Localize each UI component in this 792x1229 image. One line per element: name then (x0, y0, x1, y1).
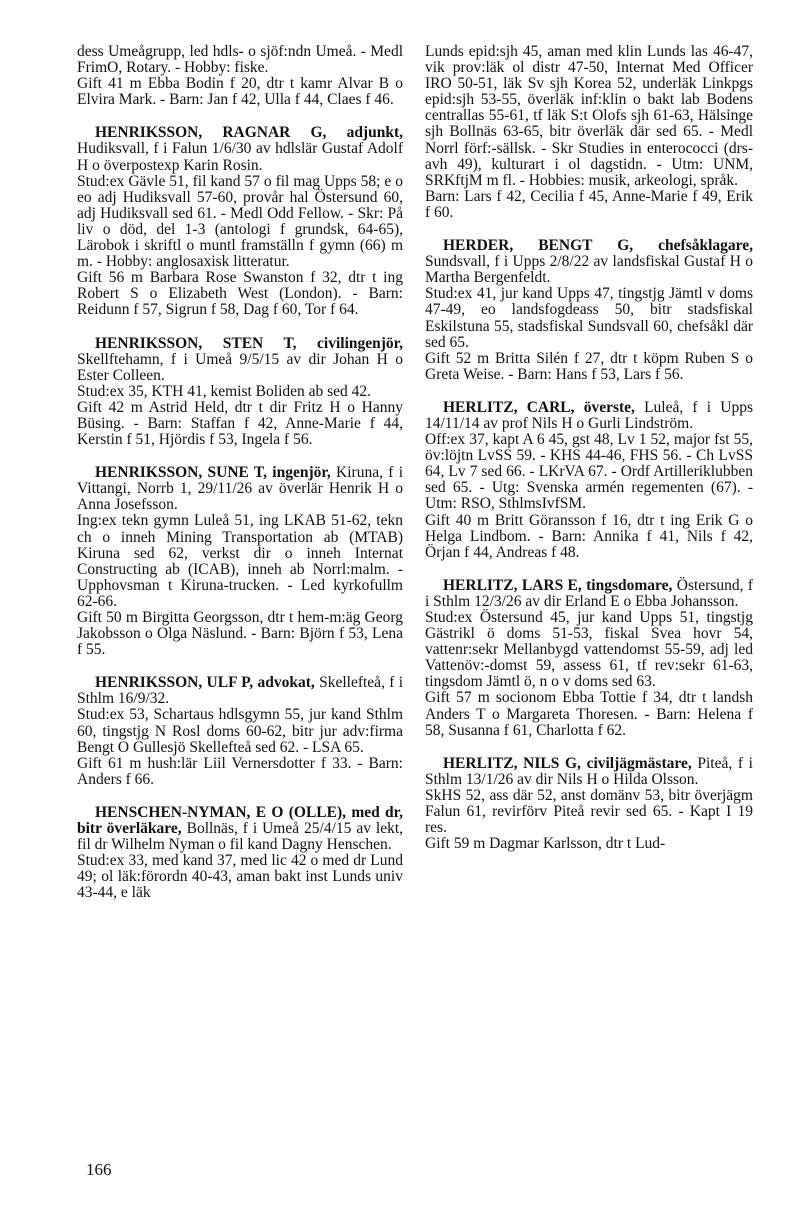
entry-text: Piteå, f i Sthlm 13/1/26 av dir Nils H o Hilda Olsson. (425, 754, 753, 788)
entry-paragraph: Stud:ex 35, KTH 41, kemist Boliden ab sed 42. (77, 382, 372, 400)
entry-paragraph: Stud:ex 41, jur kand Upps 47, tingstjg Jämtl v doms 47-49, eo landsfogdeass 50, bitr stadsfiskal Eskilstuna 55, stadsfiskal Sundsvall 60, chefsåkl där sed 65. (425, 285, 753, 351)
entry-name: HERLITZ, NILS G, (443, 754, 581, 772)
entry-paragraph: Barn: Lars f 42, Cecilia f 45, Anne-Marie f 49, Erik f 60. (425, 187, 753, 221)
entry-henriksson-ulf (77, 675, 403, 788)
entry-paragraph: Stud:ex Gävle 51, fil kand 57 o fil mag Upps 58; e o eo adj Hudiksvall 57-60, provår hal Östersund 60, adj Hudiksvall sed 61. - Medl Odd Fellow. - Skr: På liv o död, del 1-3 (antologi f grundsk, 64-65), Lärobok i skriftl o muntl framställn f gymn (66) m m. - Hobby: anglosaxisk litteratur. (77, 172, 403, 271)
entry-paragraph: Stud:ex Östersund 45, jur kand Upps 51, tingstjg Gästrikl ö doms 51-53, fiskal Svea hovr 54, vattenr:sekr Mellanbygd vattendomst 55-59, adj led Vattenöv:-domst 59, assess 61, tf rev:sekr 61-63, tingsdom Jämtl ö, n o v doms sed 63. (425, 609, 753, 691)
entry-paragraph: Gift 42 m Astrid Held, dtr t dir Fritz H o Hanny Büsing. - Barn: Staffan f 42, Anne-Marie f 44, Kerstin f 51, Hjördis f 53, Ingela f 56. (77, 398, 403, 449)
entry-title: chefsåklagare, (658, 237, 754, 255)
entry-paragraph (425, 756, 753, 788)
entry-paragraph (425, 578, 753, 610)
entry-paragraph (77, 675, 403, 707)
entry-text: Bollnäs, f i Umeå 25/4/15 av lekt, fil dr Wilhelm Nyman o fil kand Dagny Henschen. (77, 820, 404, 854)
entry-name: HERLITZ, LARS E, (443, 576, 582, 594)
entry-text: Skellftehamn, f i Umeå 9/5/15 av dir Johan H o Ester Colleen. (77, 350, 403, 384)
entry-paragraph: Lunds epid:sjh 45, aman med klin Lunds las 46-47, vik prov:läk ol distr 47-50, Internat Med Officer IRO 50-51, läk Sv sjh Korea 52, underläk Linkpgs epid:sjh 53-55, överläk inf:klin o bakt lab Bodens centrallas 55-61, tf läk S:t Olofs sjh 61-63, Hälsinge sjh Bollnäs 63-65, bitr överläk där sed 65. - Medl Norrl förf:-sällsk. - Skr Studies in enterococci (drs-avh 49), kulturart i ol dagstidn. - Utm: UNM, SRKftjM m fl. - Hobbies: musik, arkeologi, språk. (425, 43, 753, 189)
entry-name: HENSCHEN-NYMAN, E O (OLLE), (95, 803, 347, 821)
entry-paragraph: Gift 50 m Birgitta Georgsson, dtr t hem-m:äg Georg Jakobsson o Olga Näslund. - Barn: Björn f 53, Lena f 55. (77, 609, 403, 659)
entry-text: Hudiksvall, f i Falun 1/6/30 av hdlslär Gustaf Adolf H o överpostexp Karin Rosin. (77, 140, 403, 174)
entry-paragraph: Ing:ex tekn gymn Luleå 51, ing LKAB 51-62, tekn ch o inneh Mining Transportation ab (MTAB) Kiruna sed 62, verkst dir o inneh Internat Constructing ab (ICAB), inneh ab Norrl:malm. - Upphovsman t Kiruna-trucken. - Led kyrkofullm 62-66. (77, 512, 403, 610)
entry-herlitz-lars (425, 578, 753, 739)
entry-paragraph: Gift 52 m Britta Silén f 27, dtr t köpm Ruben S o Greta Weise. - Barn: Hans f 53, Lars f 56. (425, 349, 753, 383)
entry-paragraph: Gift 41 m Ebba Bodin f 20, dtr t kamr Alvar B o Elvira Mark. - Barn: Jan f 42, Ulla f 44, Claes f 46. (77, 75, 403, 109)
entry-paragraph (425, 238, 753, 286)
entry-name: HENRIKSSON, RAGNAR G, (95, 124, 327, 142)
entry-name: HENRIKSSON, ULF P, (95, 674, 254, 692)
entry-herlitz-nils (425, 756, 753, 853)
entry-continued-top-left (77, 44, 403, 108)
entry-name: HERDER, BENGT G, (443, 237, 634, 255)
entry-text: Skellefteå, f i Sthlm 16/9/32. (77, 674, 404, 708)
entry-text: Luleå, f i Upps 14/11/14 av prof Nils H o Gurli Lindström. (425, 398, 754, 432)
entry-henriksson-sune (77, 465, 403, 658)
entry-henriksson-sten (77, 336, 403, 449)
entry-title: ingenjör, (272, 464, 331, 482)
entry-name: HERLITZ, CARL, (443, 398, 575, 416)
entry-paragraph: dess Umeågrupp, led hdls- o sjöf:ndn Umeå. - Medl FrimO, Rotary. - Hobby: fiske. (77, 43, 403, 77)
entry-paragraph (77, 336, 403, 384)
entry-paragraph: Stud:ex 53, Schartaus hdlsgymn 55, jur kand Sthlm 60, tingstjg N Rosl doms 60-62, bitr jur adv:firma Bengt O Gullesjö Skellefteå sed 62. - LSA 65. (77, 706, 403, 756)
entry-name: HENRIKSSON, STEN T, (95, 334, 297, 352)
entry-herlitz-carl (425, 400, 753, 561)
entry-name: HENRIKSSON, SUNE T, (95, 464, 267, 482)
entry-paragraph (77, 465, 403, 513)
entry-paragraph: Off:ex 37, kapt A 6 45, gst 48, Lv 1 52, major fst 55, öv:löjtn LvSS 59. - KHS 44-46, FHS 56. - Ch LvSS 64, Lv 7 sed 66. - LKrVA 67. - Ordf Artilleriklubben sed 65. - Utg: Svenska armén regementen (67). - Utm: RSO, SthlmsIvfSM. (425, 431, 753, 513)
entry-title: med dr, bitr överläkare, (77, 803, 403, 838)
entry-paragraph: Gift 40 m Britt Göransson f 16, dtr t ing Erik G o Helga Lindbom. - Barn: Annika f 41, Nils f 42, Örjan f 44, Andreas f 48. (425, 511, 753, 561)
entry-paragraph (77, 805, 403, 853)
entry-continued-top-right (425, 44, 753, 221)
entry-title: adjunkt, (346, 124, 403, 142)
entry-title: advokat, (257, 674, 315, 692)
entry-paragraph: Gift 57 m socionom Ebba Tottie f 34, dtr t landsh Anders T o Margareta Thoresen. - Barn: Helena f 58, Susanna f 61, Charlotta f 62. (425, 689, 753, 739)
entry-text: Kiruna, f i Vittangi, Norrb 1, 29/11/26 av överlär Henrik H o Anna Josefsson. (77, 464, 404, 514)
entry-title: överste, (583, 398, 635, 416)
entry-text: Sundsvall, f i Upps 2/8/22 av landsfiskal Gustaf H o Martha Bergenfeldt. (425, 253, 753, 287)
entry-henschen-nyman (77, 805, 403, 902)
entry-paragraph: SkHS 52, ass där 52, anst domänv 53, bitr överjägm Falun 61, revirförv Piteå revir sed 65. - Kapt I 19 res. (425, 786, 753, 837)
entry-paragraph: Gift 56 m Barbara Rose Swanston f 32, dtr t ing Robert S o Elizabeth West (London). - Barn: Reidunn f 57, Sigrun f 58, Dag f 60, Tor f 64. (77, 269, 403, 319)
entry-paragraph: Gift 59 m Dagmar Karlsson, dtr t Lud- (425, 835, 666, 853)
entry-paragraph (425, 400, 753, 432)
entry-paragraph: Gift 61 m hush:lär Liil Vernersdotter f 33. - Barn: Anders f 66. (77, 754, 403, 788)
right-column (425, 44, 753, 869)
entry-herder-bengt (425, 238, 753, 383)
entry-paragraph: Stud:ex 33, med kand 37, med lic 42 o med dr Lund 49; ol läk:förordn 40-43, aman bakt inst Lunds univ 43-44, e läk (77, 852, 403, 902)
entry-title: tingsdomare, (586, 576, 673, 594)
entry-title: civilingenjör, (317, 334, 403, 352)
entry-henriksson-ragnar (77, 125, 403, 318)
entry-title: civiljägmästare, (586, 754, 692, 772)
entry-paragraph (77, 125, 403, 173)
page-number: 166 (86, 1160, 112, 1179)
entry-text: Östersund, f i Sthlm 12/3/26 av dir Erland E o Ebba Johansson. (425, 576, 754, 610)
left-column (77, 44, 403, 919)
